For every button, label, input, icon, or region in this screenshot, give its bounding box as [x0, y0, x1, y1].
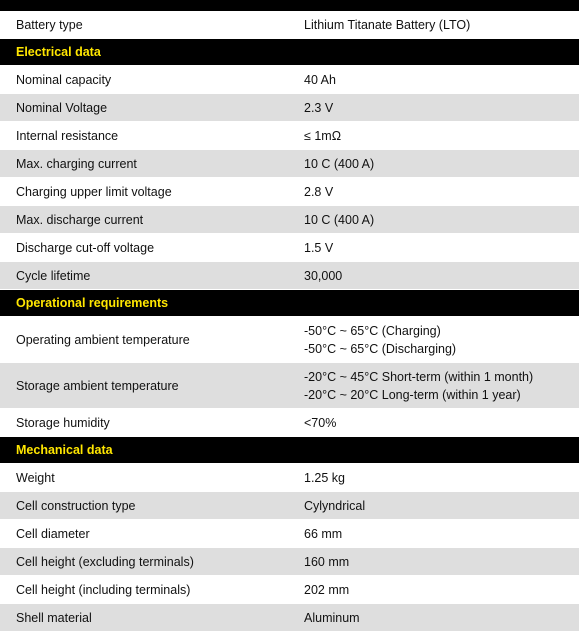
section-header — [0, 39, 579, 66]
spec-label: Internal resistance — [0, 122, 289, 150]
spec-label: Weight — [0, 464, 289, 492]
spec-label: Cell height (including terminals) — [0, 576, 289, 604]
spec-label: Discharge cut-off voltage — [0, 234, 289, 262]
spec-row — [0, 94, 579, 122]
spec-label: Nominal Voltage — [0, 94, 289, 122]
spec-row — [0, 604, 579, 632]
spec-value: 30,000 — [289, 262, 579, 290]
section-title: Electrical data — [0, 39, 579, 66]
header-bar — [0, 0, 579, 11]
spec-label: Shell material — [0, 604, 289, 632]
spec-row — [0, 11, 579, 39]
spec-label: Cell diameter — [0, 520, 289, 548]
spec-label: Cycle lifetime — [0, 262, 289, 290]
spec-row — [0, 150, 579, 178]
spec-row — [0, 178, 579, 206]
spec-label: Storage ambient temperature — [0, 363, 289, 409]
spec-label: Battery type — [0, 11, 289, 39]
spec-value-line: -50°C ~ 65°C (Discharging) — [304, 341, 457, 356]
spec-label: Cell height (excluding terminals) — [0, 548, 289, 576]
spec-row — [0, 363, 579, 409]
spec-value: 2.8 V — [289, 178, 579, 206]
spec-value-line: -20°C ~ 45°C Short-term (within 1 month) — [304, 369, 534, 384]
section-title: Mechanical data — [0, 437, 579, 464]
spec-row — [0, 464, 579, 492]
spec-value: 10 C (400 A) — [289, 206, 579, 234]
spec-row — [0, 576, 579, 604]
spec-row — [0, 262, 579, 290]
spec-row — [0, 548, 579, 576]
spec-value: <70% — [289, 409, 579, 437]
spec-value: 202 mm — [289, 576, 579, 604]
spec-value: 1.25 kg — [289, 464, 579, 492]
spec-row — [0, 409, 579, 437]
spec-label: Max. charging current — [0, 150, 289, 178]
spec-value: 160 mm — [289, 548, 579, 576]
spec-value: ≤ 1mΩ — [289, 122, 579, 150]
spec-row — [0, 66, 579, 94]
spec-table-body — [0, 11, 579, 632]
spec-row — [0, 520, 579, 548]
section-header — [0, 290, 579, 317]
spec-row — [0, 122, 579, 150]
spec-table — [0, 11, 579, 632]
spec-value — [289, 363, 579, 409]
spec-row — [0, 317, 579, 363]
spec-value: Cylyndrical — [289, 492, 579, 520]
spec-row — [0, 492, 579, 520]
spec-label: Max. discharge current — [0, 206, 289, 234]
spec-value — [289, 317, 579, 363]
section-header — [0, 437, 579, 464]
spec-value: 66 mm — [289, 520, 579, 548]
spec-value-line: -20°C ~ 20°C Long-term (within 1 year) — [304, 387, 521, 402]
spec-row — [0, 206, 579, 234]
spec-value: Aluminum — [289, 604, 579, 632]
spec-value: 10 C (400 A) — [289, 150, 579, 178]
spec-label: Operating ambient temperature — [0, 317, 289, 363]
spec-value: Lithium Titanate Battery (LTO) — [289, 11, 579, 39]
spec-row — [0, 234, 579, 262]
spec-value: 2.3 V — [289, 94, 579, 122]
spec-value: 1.5 V — [289, 234, 579, 262]
spec-value: 40 Ah — [289, 66, 579, 94]
spec-label: Storage humidity — [0, 409, 289, 437]
spec-value-line: -50°C ~ 65°C (Charging) — [304, 323, 441, 338]
spec-label: Cell construction type — [0, 492, 289, 520]
spec-label: Charging upper limit voltage — [0, 178, 289, 206]
section-title: Operational requirements — [0, 290, 579, 317]
spec-label: Nominal capacity — [0, 66, 289, 94]
